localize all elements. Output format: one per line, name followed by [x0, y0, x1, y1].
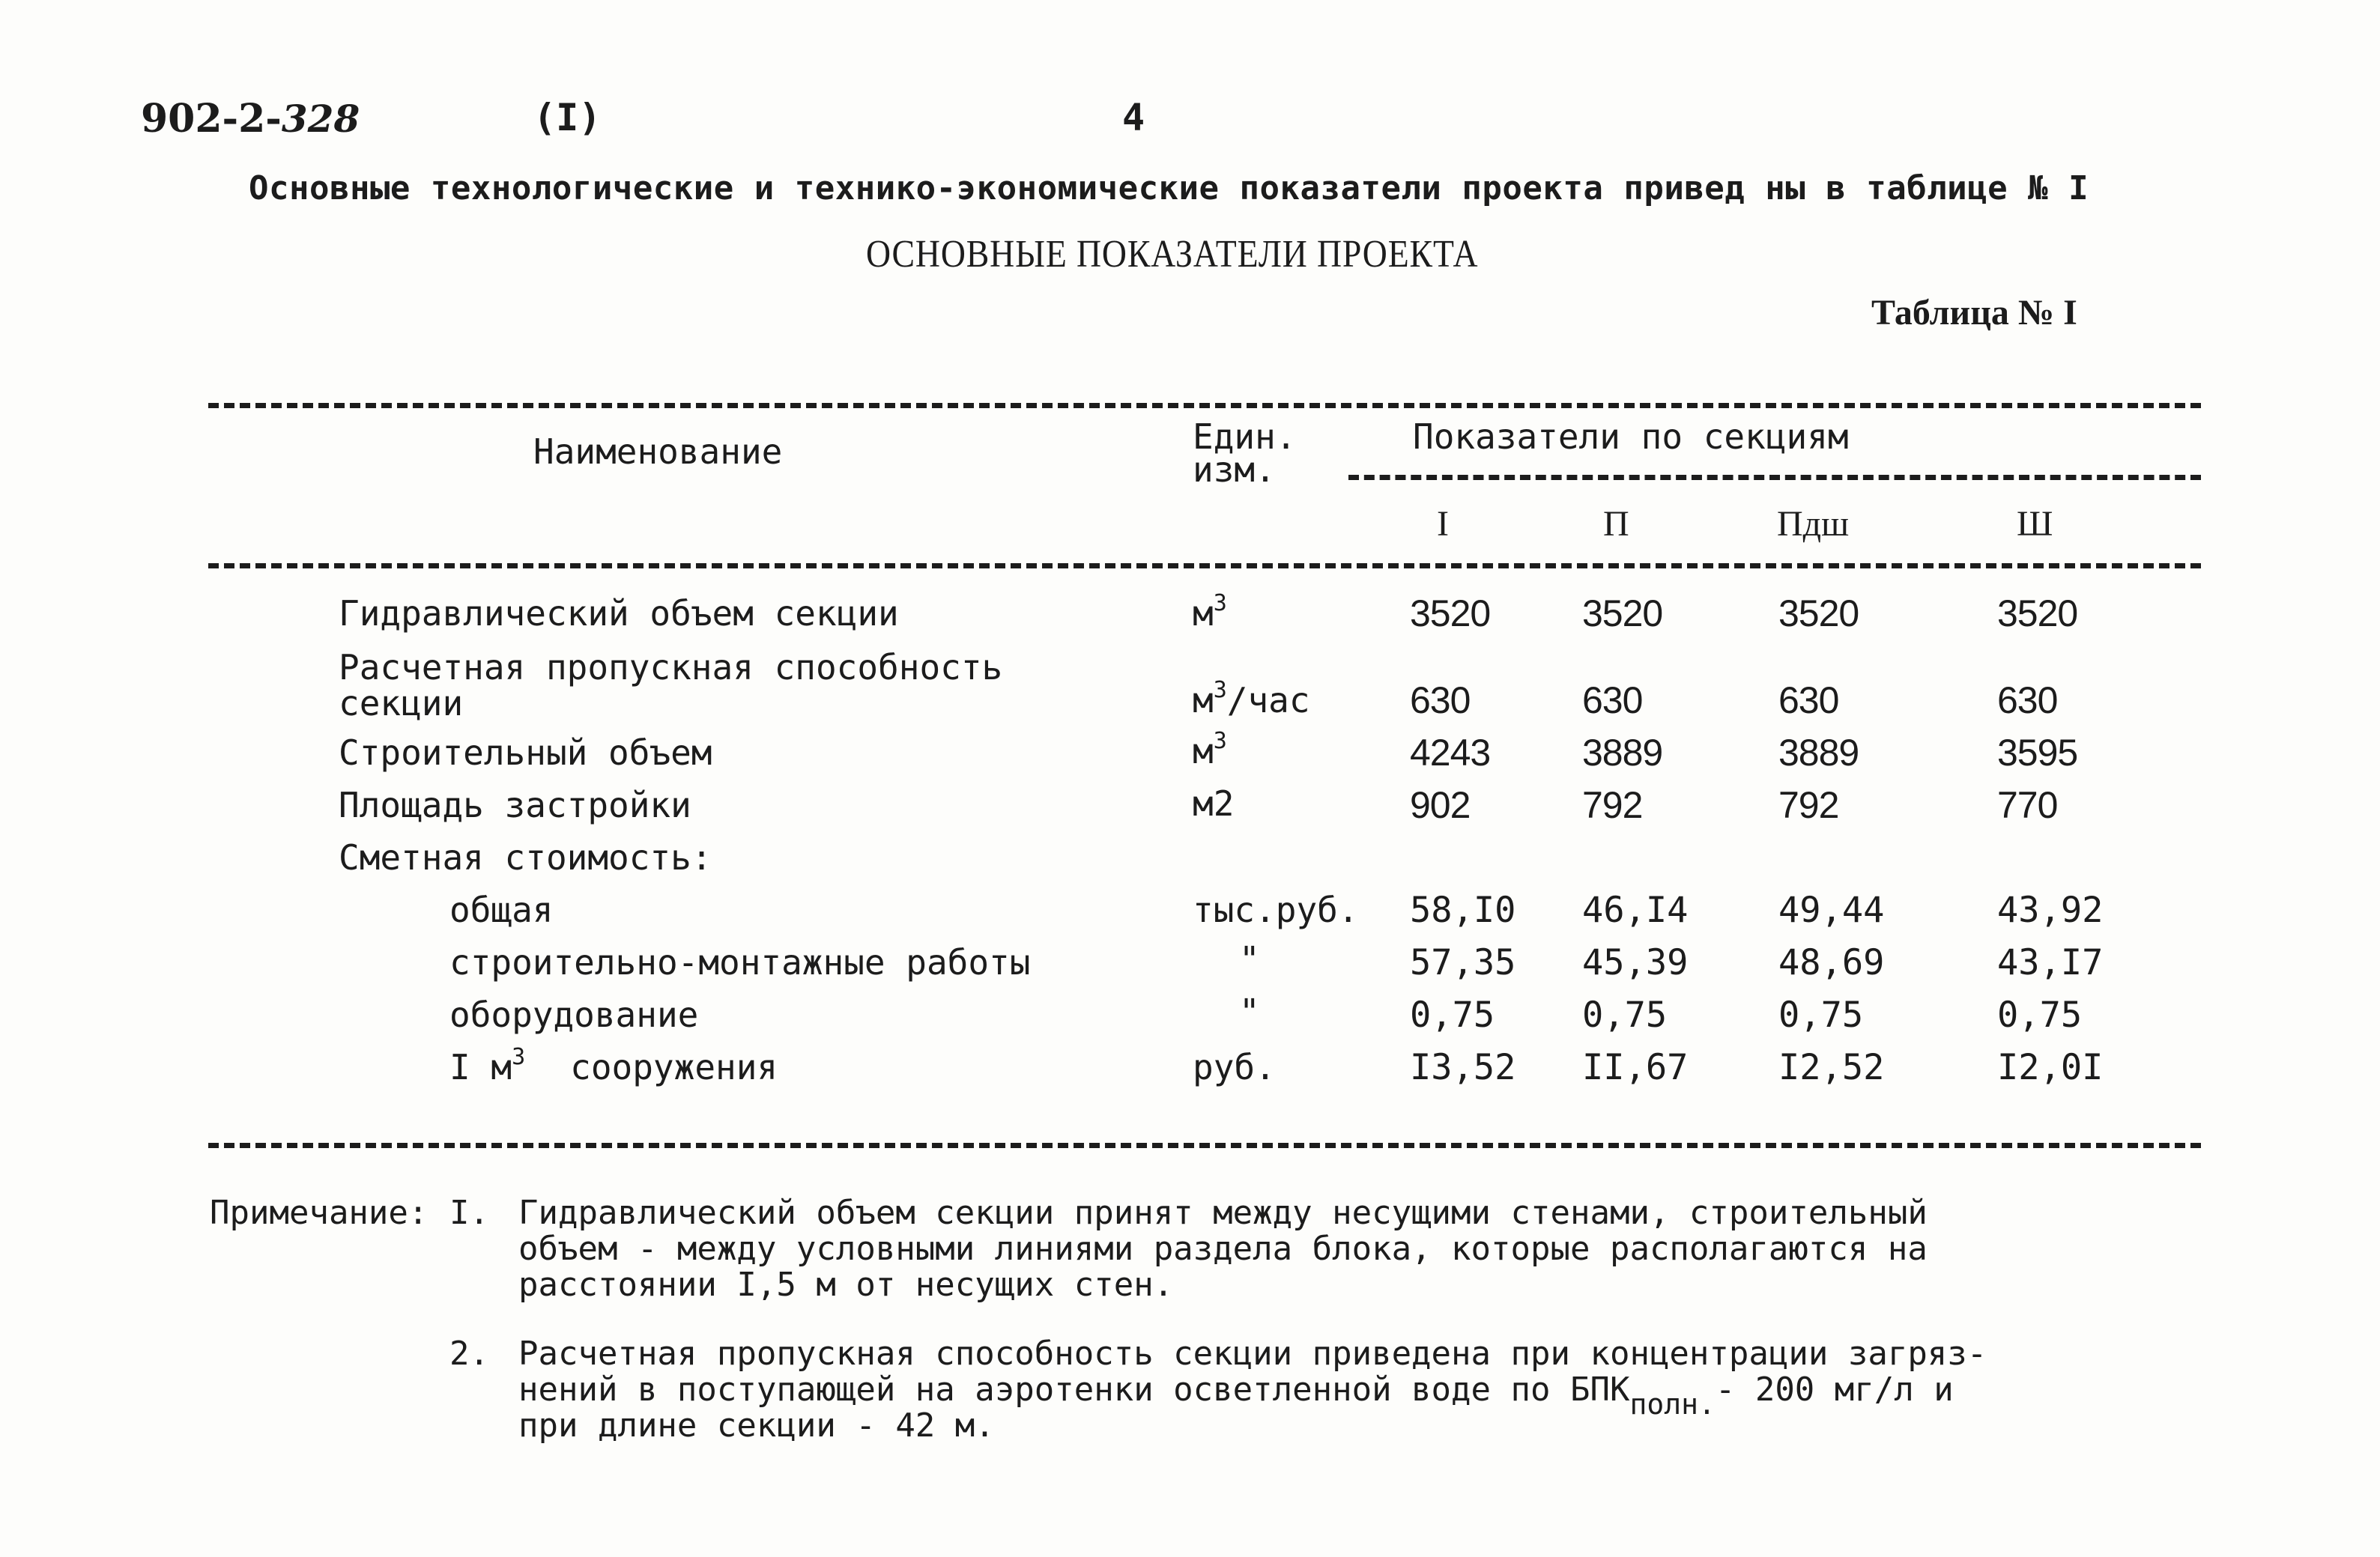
page-number: 4 — [1122, 96, 1145, 139]
cell-value: 3520 — [1997, 592, 2078, 634]
cell-value: 3889 — [1778, 732, 1859, 774]
row-name: Гидравлический объем секции — [339, 593, 899, 634]
row-group-name: Сметная стоимость: — [339, 837, 712, 878]
cell-value: I2,0I — [1997, 1047, 2104, 1088]
row-unit-ditto: " — [1239, 992, 1260, 1032]
code-prefix: 902-2- — [141, 96, 282, 142]
note-2-line: при длине секции - 42 м. — [518, 1406, 995, 1445]
row-unit: руб. — [1193, 1047, 1276, 1087]
table-bottom-rule — [208, 1143, 2201, 1148]
intro-text: Основные технологические и технико-экономические показатели проекта привед ны в таблице № I — [249, 169, 2089, 207]
col-header-unit-line2: изм. — [1193, 449, 1276, 490]
note-1-line: объем - между условными линиями раздела блока, которые располагаются на — [518, 1230, 1928, 1268]
cell-value: 45,39 — [1582, 942, 1689, 983]
row-name: строительно-монтажные работы — [449, 942, 1031, 983]
note-1-number: I. — [449, 1194, 489, 1232]
row-name: Строительный объем — [339, 732, 712, 773]
cell-value: 57,35 — [1410, 942, 1516, 983]
cell-value: 770 — [1997, 784, 2058, 826]
cell-value: 3889 — [1582, 732, 1663, 774]
row-name: оборудование — [449, 995, 699, 1035]
cell-value: 3520 — [1410, 592, 1491, 634]
cell-value: 0,75 — [1410, 995, 1495, 1036]
table-label: Таблица № I — [1871, 293, 2077, 333]
row-unit: м2 — [1193, 783, 1235, 824]
row-name: I $м^3$ сооружения — [449, 1044, 778, 1087]
row-name-continued: секции — [339, 683, 464, 723]
note-2-number: 2. — [449, 1335, 489, 1373]
sections-rule — [1348, 475, 2201, 480]
cell-value: 3520 — [1778, 592, 1859, 634]
section-header-4: Ш — [2017, 504, 2053, 544]
cell-value: 0,75 — [1778, 995, 1864, 1036]
row-name: Расчетная пропускная способность — [339, 647, 1003, 688]
cell-value: 48,69 — [1778, 942, 1885, 983]
note-1-line: Гидравлический объем секции принят между несущими стенами, строительный — [518, 1194, 1928, 1232]
section-header-2: П — [1603, 504, 1629, 544]
cell-value: 792 — [1778, 784, 1839, 826]
cell-value: 46,I4 — [1582, 890, 1689, 931]
table-top-rule — [208, 403, 2201, 408]
row-name: общая — [449, 890, 554, 930]
cell-value: 0,75 — [1997, 995, 2083, 1036]
cell-value: 3520 — [1582, 592, 1663, 634]
cell-value: II,67 — [1582, 1047, 1689, 1088]
note-1-line: расстоянии I,5 м от несущих стен. — [518, 1266, 1174, 1304]
cell-value: 43,92 — [1997, 890, 2104, 931]
page-title: ОСНОВНЫЕ ПОКАЗАТЕЛИ ПРОЕКТА — [866, 233, 1479, 276]
cell-value: I2,52 — [1778, 1047, 1885, 1088]
cell-value: 58,I0 — [1410, 890, 1516, 931]
section-header-1: I — [1437, 504, 1449, 544]
cell-value: 630 — [1410, 679, 1471, 721]
notes-label: Примечание: — [210, 1194, 429, 1232]
row-unit: $м^3$ — [1193, 590, 1227, 634]
cell-value: 630 — [1997, 679, 2058, 721]
cell-value: 902 — [1410, 784, 1471, 826]
col-header-sections: Показатели по секциям — [1413, 416, 1849, 457]
cell-value: I3,52 — [1410, 1047, 1516, 1088]
col-header-unit-line1: Един. — [1193, 416, 1297, 457]
cell-value: 792 — [1582, 784, 1643, 826]
cell-value: 630 — [1778, 679, 1839, 721]
note-2-line: нений в поступающей на аэротенки осветленной воде по БПКполн.- 200 мг/л и — [518, 1371, 1954, 1421]
cell-value: 49,44 — [1778, 890, 1885, 931]
part-number: (I) — [533, 96, 602, 139]
row-unit: $м^3$ — [1193, 728, 1227, 771]
section-header-3: Пдш — [1777, 504, 1850, 544]
cell-value: 630 — [1582, 679, 1643, 721]
note-2-line: Расчетная пропускная способность секции приведена при концентрации загряз- — [518, 1335, 1987, 1373]
row-unit-ditto: " — [1239, 939, 1260, 980]
cell-value: 43,I7 — [1997, 942, 2104, 983]
col-header-name: Наименование — [533, 431, 783, 472]
cell-value: 4243 — [1410, 732, 1491, 774]
header-bottom-rule — [208, 563, 2201, 568]
document-code — [141, 96, 360, 142]
cell-value: 3595 — [1997, 732, 2078, 774]
row-name: Площадь застройки — [339, 785, 691, 825]
cell-value: 0,75 — [1582, 995, 1668, 1036]
row-unit: тыс.руб. — [1193, 890, 1359, 930]
row-unit: $м^3$/час — [1193, 677, 1310, 720]
code-handwritten: 328 — [281, 97, 360, 141]
